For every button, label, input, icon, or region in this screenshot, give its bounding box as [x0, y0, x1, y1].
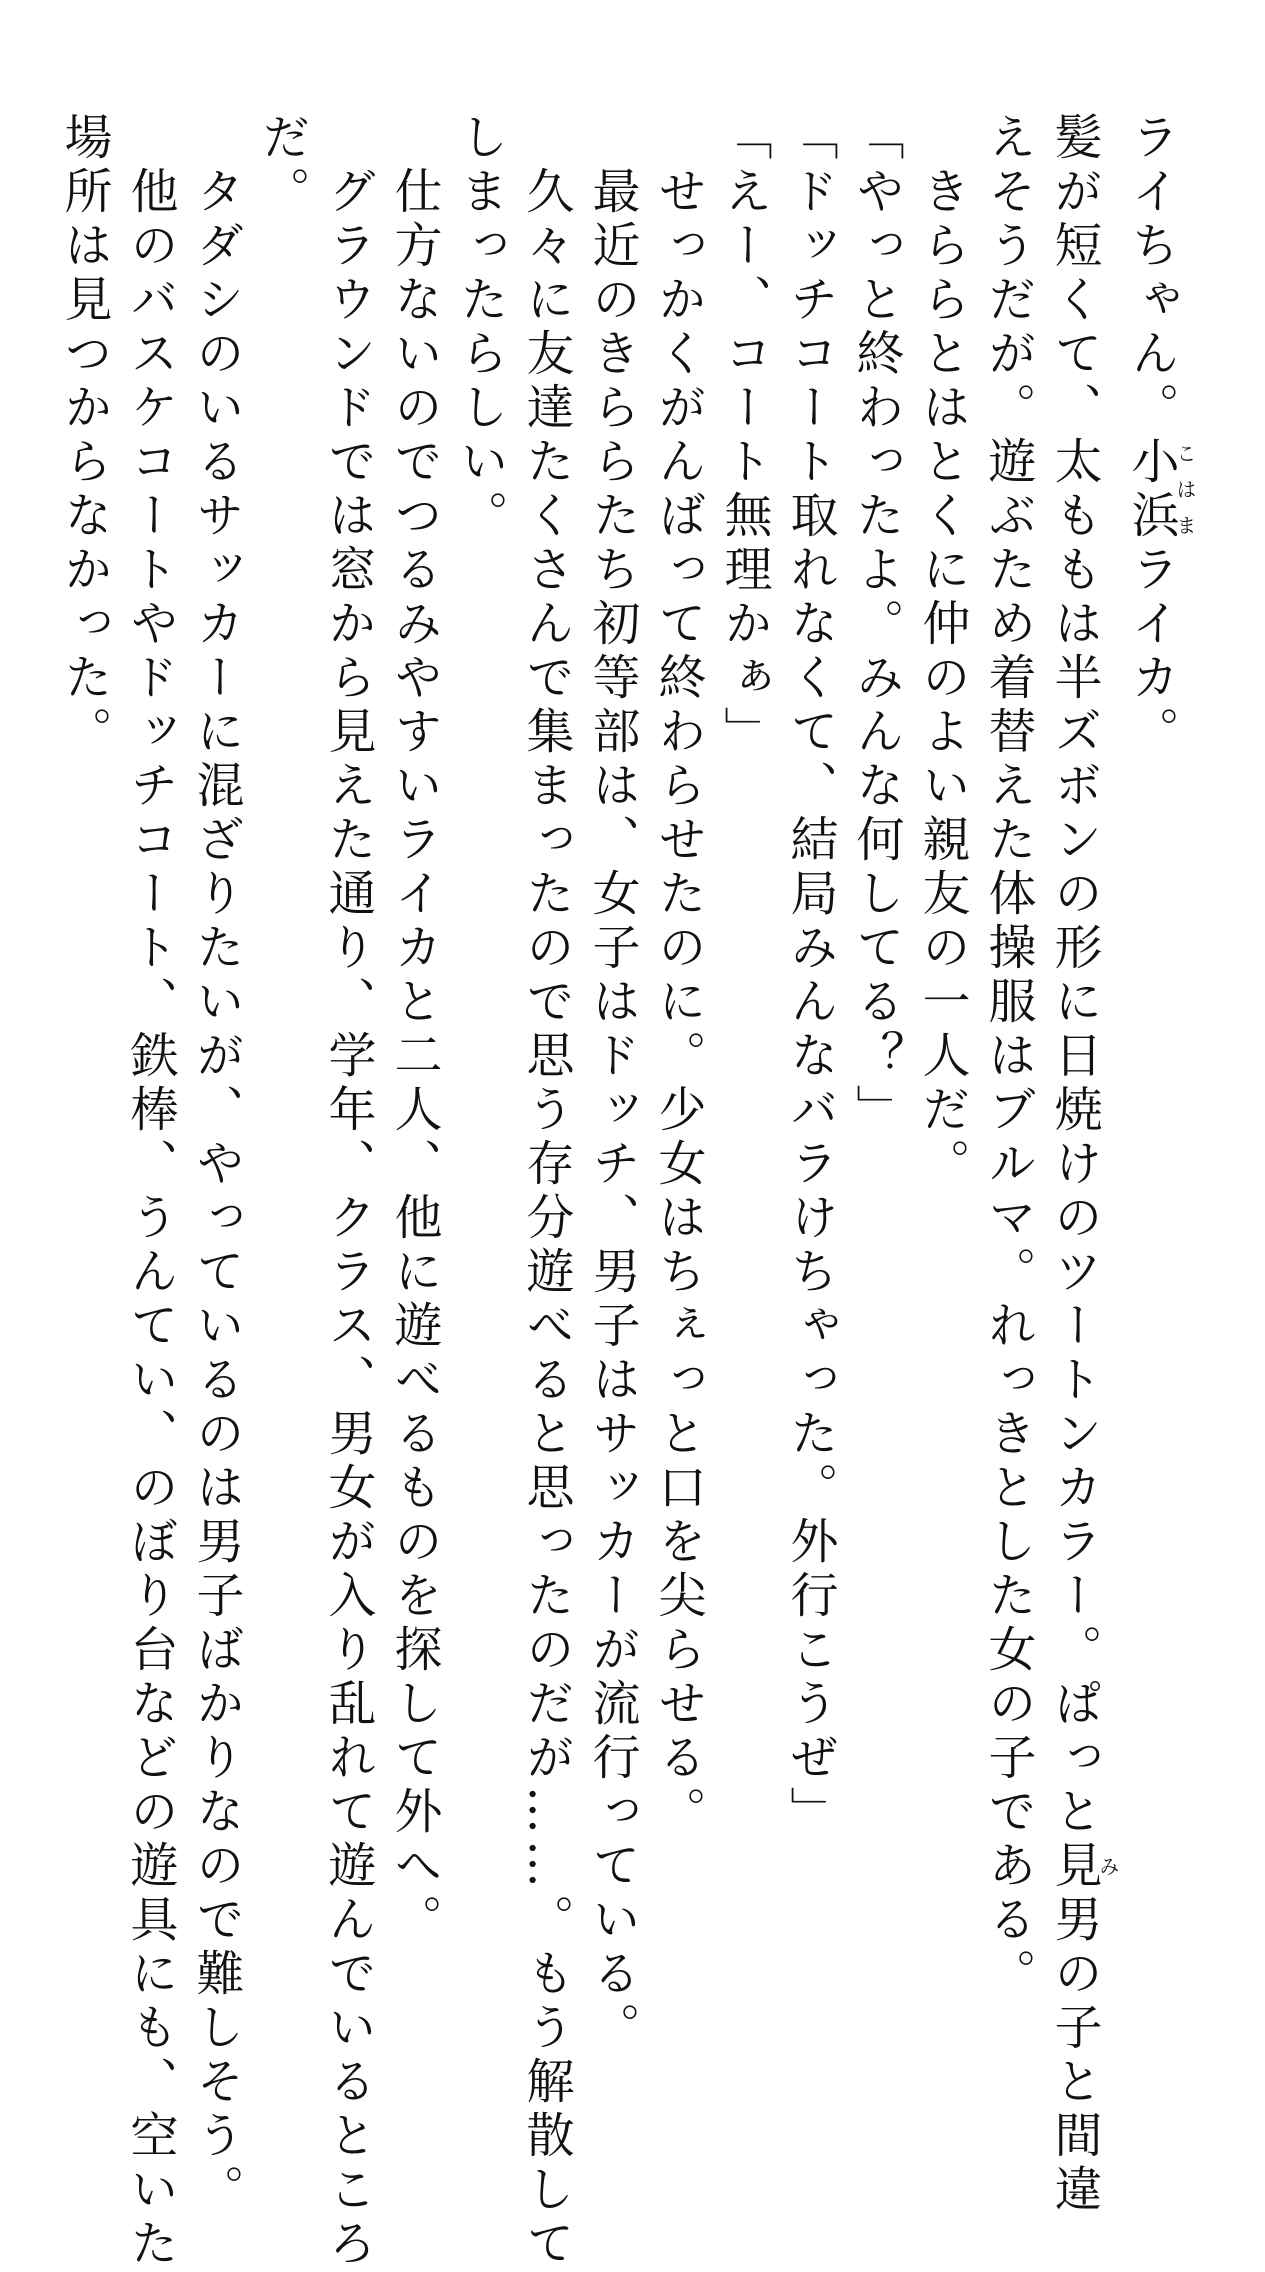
text-segment: 男の子と間違: [1046, 1894, 1102, 2218]
text-line: [843, 112, 909, 1852]
text-line: [1041, 112, 1120, 2218]
text-segment: 「やっと終わったよ。みんな何してる？」: [848, 112, 904, 1138]
ruby-reading: こはま: [1173, 436, 1197, 544]
text-segment: 他のバスケコートやドッチコート、鉄棒、うんてい、のぼり台などの遊具にも、空いた: [122, 112, 178, 2272]
text-line: [117, 112, 183, 2272]
text-line: [777, 112, 843, 1852]
text-line: [381, 112, 447, 1948]
text-line: [975, 112, 1041, 2002]
text-segment: 「ドッチコート取れなくて、結局みんなバラけちゃった。外行こうぜ」: [782, 112, 838, 1840]
text-line: [1118, 112, 1195, 1852]
text-line: [909, 112, 975, 1852]
text-segment: 久々に友達たくさんで集まったので思う存分遊べると思ったのだが……。もう解散して: [518, 112, 574, 2272]
text-line: [249, 112, 315, 1852]
ruby-word: [1123, 436, 1197, 544]
text-segment: しまったらしい。: [452, 112, 508, 544]
text-segment: えそうだが。遊ぶため着替えた体操服はブルマ。れっきとした女の子である。: [980, 112, 1036, 2002]
vertical-text-body: [51, 112, 1197, 2272]
text-line: [579, 112, 645, 2056]
text-segment: タダシのいるサッカーに混ざりたいが、やっているのは男子ばかりなので難しそう。: [188, 112, 244, 2218]
text-segment: せっかくがんばって終わらせたのに。少女はちぇっと口を尖らせる。: [650, 112, 706, 1840]
text-line: [711, 112, 777, 1852]
text-segment: 「えー、コート無理かぁ」: [716, 112, 772, 760]
text-segment: 仕方ないのでつるみやすいライカと二人、他に遊べるものを探して外へ。: [386, 112, 442, 1948]
ruby-base: 小浜: [1123, 436, 1179, 544]
text-line: [315, 112, 381, 2272]
text-segment: グラウンドでは窓から見えた通り、学年、クラス、男女が入り乱れて遊んでいるところ: [320, 112, 376, 2272]
text-segment: ライちゃん。: [1123, 112, 1179, 436]
ruby-reading: み: [1096, 1840, 1120, 1894]
ruby-base: 見: [1046, 1840, 1102, 1894]
text-segment: 髪が短くて、太ももは半ズボンの形に日焼けのツートンカラー。ぱっと: [1046, 112, 1102, 1840]
text-segment: 場所は見つからなかった。: [56, 112, 112, 760]
text-segment: きららとはとくに仲のよい親友の一人だ。: [914, 112, 970, 1192]
text-segment: 最近のきららたち初等部は、女子はドッチ、男子はサッカーが流行っている。: [584, 112, 640, 2056]
text-line: [447, 112, 513, 1852]
text-line: [513, 112, 579, 2272]
text-line: [645, 112, 711, 1852]
ruby-word: [1046, 1840, 1120, 1894]
text-line: [183, 112, 249, 2218]
text-segment: だ。: [254, 112, 310, 220]
text-line: [51, 112, 117, 1852]
text-segment: ライカ。: [1123, 544, 1179, 760]
